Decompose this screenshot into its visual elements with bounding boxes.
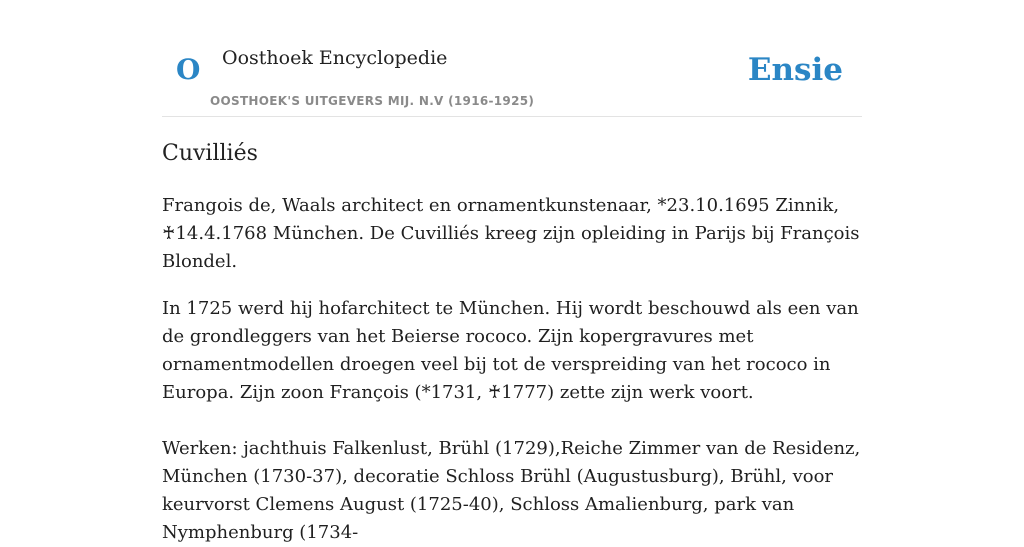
publisher-label: OOSTHOEK'S UITGEVERS MIJ. N.V (1916-1925) bbox=[210, 94, 535, 108]
page-container bbox=[162, 0, 862, 543]
entry-paragraph: In 1725 werd hij hofarchitect te München. Hij wordt beschouwd als een van de grondleggers van het Beierse rococo. Zijn kopergravures met ornamentmodellen droegen veel bij tot de verspreiding van het rococo in Europa. Zijn zoon François (*1731, ♰1777) zette zijn werk voort. bbox=[162, 298, 859, 403]
site-title-link[interactable]: Oosthoek Encyclopedie bbox=[222, 47, 448, 69]
entry-paragraph: Frangois de, Waals architect en ornamentkunstenaar, *23.10.1695 Zinnik, ♰14.4.1768 München. De Cuvilliés kreeg zijn opleiding in Parijs bij François Blondel. bbox=[162, 195, 860, 272]
entry-paragraph: Werken: jachthuis Falkenlust, Brühl (1729),Reiche Zimmer van de Residenz, München (1730-37), decoratie Schloss Brühl (Augustusburg), Brühl, voor keurvorst Clemens August (1725-40), Schloss Amalienburg, park van Nymphenburg (1734- bbox=[162, 438, 861, 543]
site-logo[interactable]: O bbox=[176, 53, 201, 86]
ensie-brand-link[interactable]: Ensie bbox=[747, 52, 843, 88]
site-header bbox=[162, 0, 862, 117]
entry-title: Cuvilliés bbox=[162, 141, 258, 166]
